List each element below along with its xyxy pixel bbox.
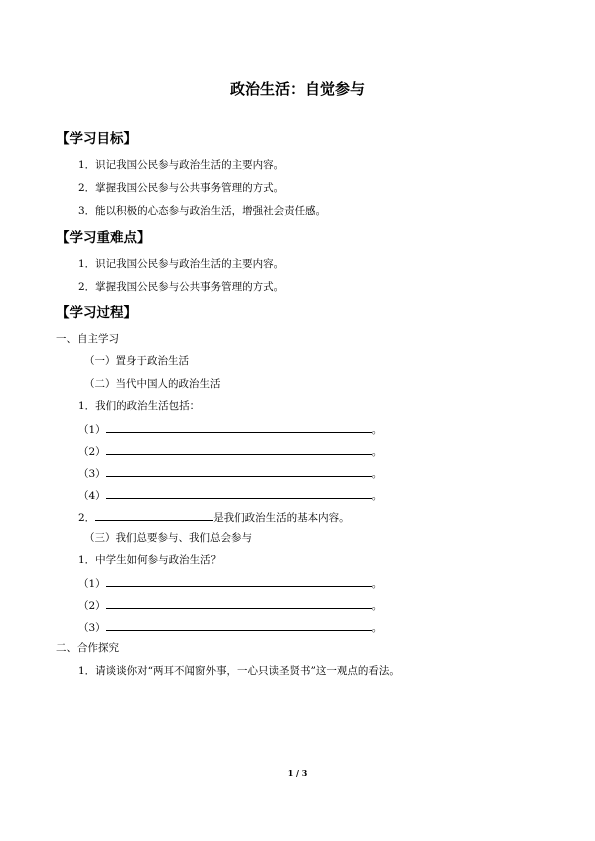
key-item-1: 1．识记我国公民参与政治生活的主要内容。 bbox=[78, 258, 285, 270]
answer-blank[interactable] bbox=[106, 575, 372, 587]
answer-blank[interactable] bbox=[106, 443, 372, 455]
question-2-prefix: 2． bbox=[78, 512, 96, 524]
blank-label: （4） bbox=[78, 490, 106, 502]
blank-label: （3） bbox=[78, 468, 106, 480]
question-2 bbox=[78, 509, 350, 525]
period-mark: 。 bbox=[371, 578, 383, 590]
blank-line-5 bbox=[78, 575, 382, 591]
question-2-suffix: 是我们政治生活的基本内容。 bbox=[213, 512, 350, 524]
blank-line-1 bbox=[78, 421, 382, 437]
subheading-1: （一）置身于政治生活 bbox=[84, 355, 189, 367]
goal-item-3: 3．能以积极的心态参与政治生活，增强社会责任感。 bbox=[78, 205, 327, 217]
period-mark: 。 bbox=[371, 468, 383, 480]
answer-blank[interactable] bbox=[106, 597, 372, 609]
goal-item-2: 2．掌握我国公民参与公共事务管理的方式。 bbox=[78, 182, 285, 194]
part-heading-cooperative: 二、合作探究 bbox=[56, 642, 119, 654]
section-heading-key-points: 【学习重难点】 bbox=[56, 230, 151, 246]
answer-blank[interactable] bbox=[106, 487, 372, 499]
question-1: 1．我们的政治生活包括： bbox=[78, 400, 201, 412]
subheading-2: （二）当代中国人的政治生活 bbox=[84, 378, 221, 390]
blank-label: （1） bbox=[78, 578, 106, 590]
blank-line-7 bbox=[78, 619, 382, 635]
blank-label: （2） bbox=[78, 446, 106, 458]
period-mark: 。 bbox=[371, 490, 383, 502]
period-mark: 。 bbox=[371, 600, 383, 612]
subheading-3: （三）我们总要参与、我们总会参与 bbox=[84, 532, 252, 544]
blank-line-2 bbox=[78, 443, 382, 459]
blank-label: （3） bbox=[78, 622, 106, 634]
question-4: 1．请谈谈你对“两耳不闻窗外事，一心只读圣贤书”这一观点的看法。 bbox=[78, 665, 400, 677]
blank-line-4 bbox=[78, 487, 382, 503]
section-heading-process: 【学习过程】 bbox=[56, 305, 137, 321]
section-heading-goals: 【学习目标】 bbox=[56, 131, 137, 147]
blank-line-6 bbox=[78, 597, 382, 613]
answer-blank[interactable] bbox=[106, 421, 372, 433]
part-heading-self-study: 一、自主学习 bbox=[56, 333, 119, 345]
page-number: 1 / 3 bbox=[287, 768, 308, 778]
period-mark: 。 bbox=[371, 424, 383, 436]
blank-label: （2） bbox=[78, 600, 106, 612]
question-3: 1．中学生如何参与政治生活？ bbox=[78, 554, 222, 566]
answer-blank[interactable] bbox=[106, 465, 372, 477]
period-mark: 。 bbox=[371, 622, 383, 634]
page-title: 政治生活：自觉参与 bbox=[229, 80, 365, 98]
blank-label: （1） bbox=[78, 424, 106, 436]
answer-blank[interactable] bbox=[95, 509, 213, 521]
blank-line-3 bbox=[78, 465, 382, 481]
key-item-2: 2．掌握我国公民参与公共事务管理的方式。 bbox=[78, 281, 285, 293]
answer-blank[interactable] bbox=[106, 619, 372, 631]
period-mark: 。 bbox=[371, 446, 383, 458]
goal-item-1: 1．识记我国公民参与政治生活的主要内容。 bbox=[78, 159, 285, 171]
